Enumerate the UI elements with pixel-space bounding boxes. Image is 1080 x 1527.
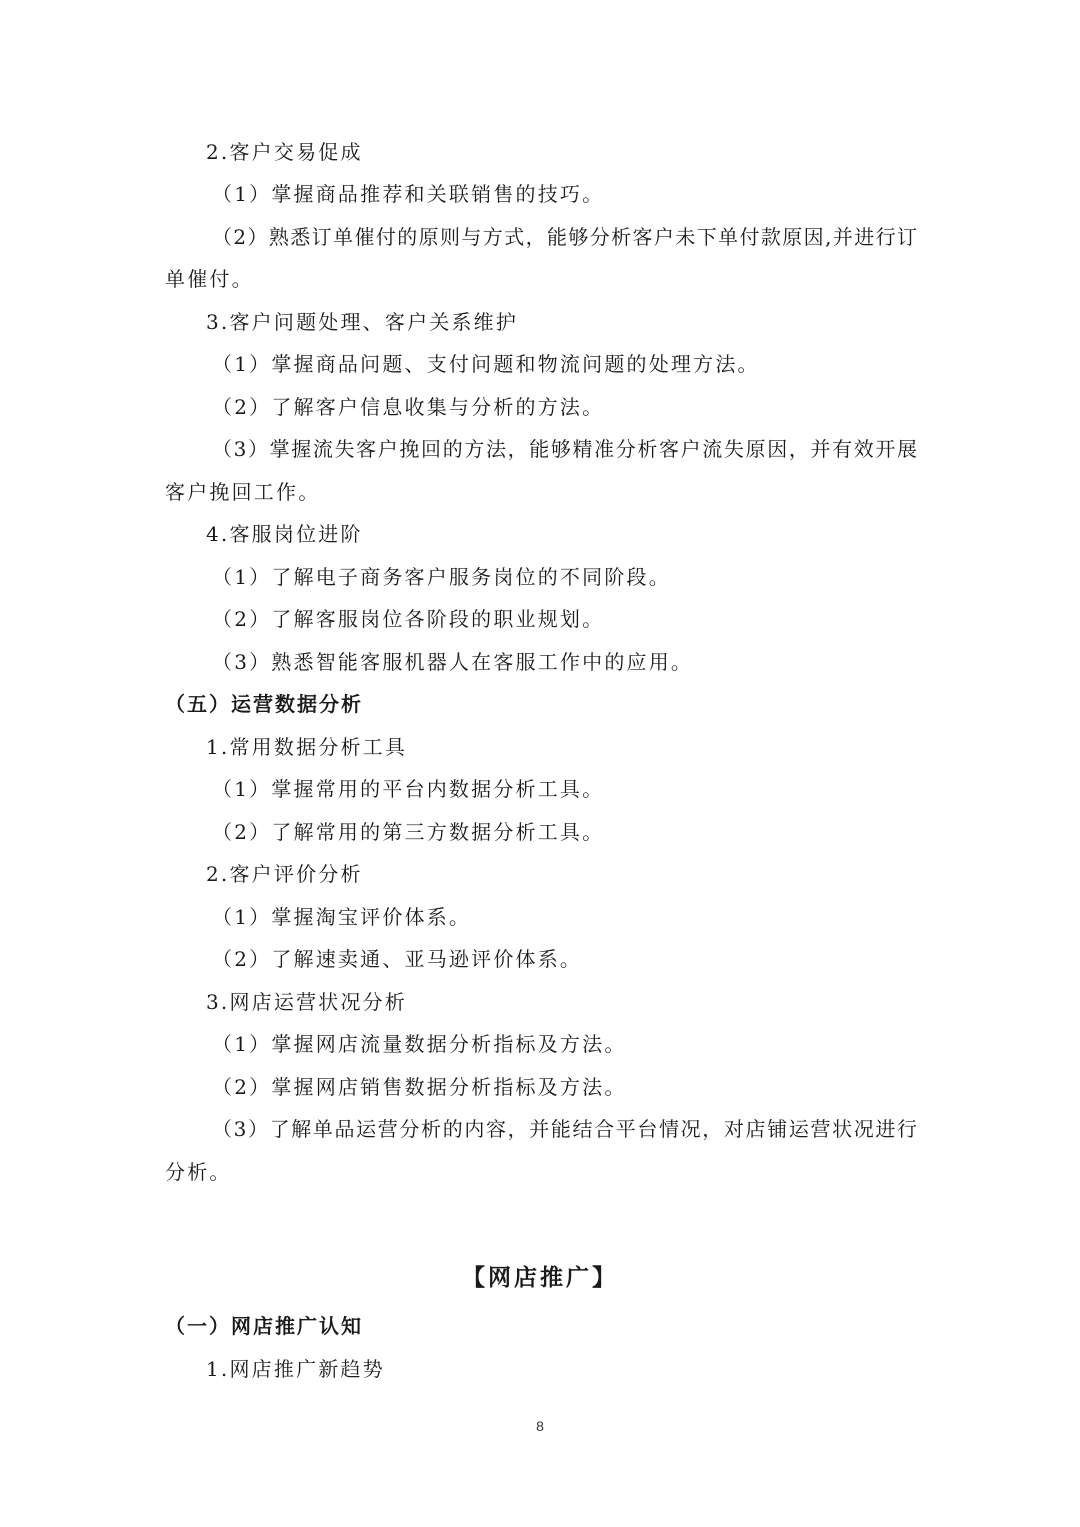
list-item: （1）掌握淘宝评价体系。: [212, 905, 472, 929]
list-item-continuation: 客户挽回工作。: [165, 480, 321, 504]
list-item: （2）了解常用的第三方数据分析工具。: [212, 820, 605, 844]
heading-promotion-trend: 1.网店推广新趋势: [206, 1357, 385, 1381]
heading-data-tools: 1.常用数据分析工具: [206, 735, 408, 759]
heading-store-status: 3.网店运营状况分析: [206, 990, 408, 1014]
list-item: （2）了解客户信息收集与分析的方法。: [212, 395, 605, 419]
list-item-continuation: 分析。: [165, 1160, 232, 1184]
heading-customer-review: 2.客户评价分析: [206, 862, 363, 886]
subsection-title-promotion-intro: （一）网店推广认知: [165, 1314, 363, 1338]
heading-customer-issue: 3.客户问题处理、客户关系维护: [206, 310, 519, 334]
subsection-title-data-analysis: （五）运营数据分析: [165, 692, 363, 716]
list-item: （1）掌握商品问题、支付问题和物流问题的处理方法。: [212, 352, 760, 376]
section-title-store-promotion: 【网店推广】: [462, 1265, 618, 1291]
list-item: （2）熟悉订单催付的原则与方式，能够分析客户未下单付款原因,并进行订: [212, 225, 917, 249]
list-item: （3）了解单品运营分析的内容，并能结合平台情况，对店铺运营状况进行: [212, 1117, 917, 1141]
list-item: （1）掌握网店流量数据分析指标及方法。: [212, 1032, 627, 1056]
heading-customer-transaction: 2.客户交易促成: [206, 140, 363, 164]
list-item: （1）掌握商品推荐和关联销售的技巧。: [212, 182, 605, 206]
list-item: （3）掌握流失客户挽回的方法，能够精准分析客户流失原因，并有效开展: [212, 437, 917, 461]
list-item: （1）掌握常用的平台内数据分析工具。: [212, 777, 605, 801]
page-number: 8: [536, 1418, 544, 1434]
list-item: （2）了解客服岗位各阶段的职业规划。: [212, 607, 605, 631]
list-item-continuation: 单催付。: [165, 267, 254, 291]
list-item: （2）了解速卖通、亚马逊评价体系。: [212, 947, 583, 971]
list-item: （1）了解电子商务客户服务岗位的不同阶段。: [212, 565, 671, 589]
list-item: （2）掌握网店销售数据分析指标及方法。: [212, 1075, 627, 1099]
list-item: （3）熟悉智能客服机器人在客服工作中的应用。: [212, 650, 694, 674]
heading-service-advance: 4.客服岗位进阶: [206, 522, 363, 546]
